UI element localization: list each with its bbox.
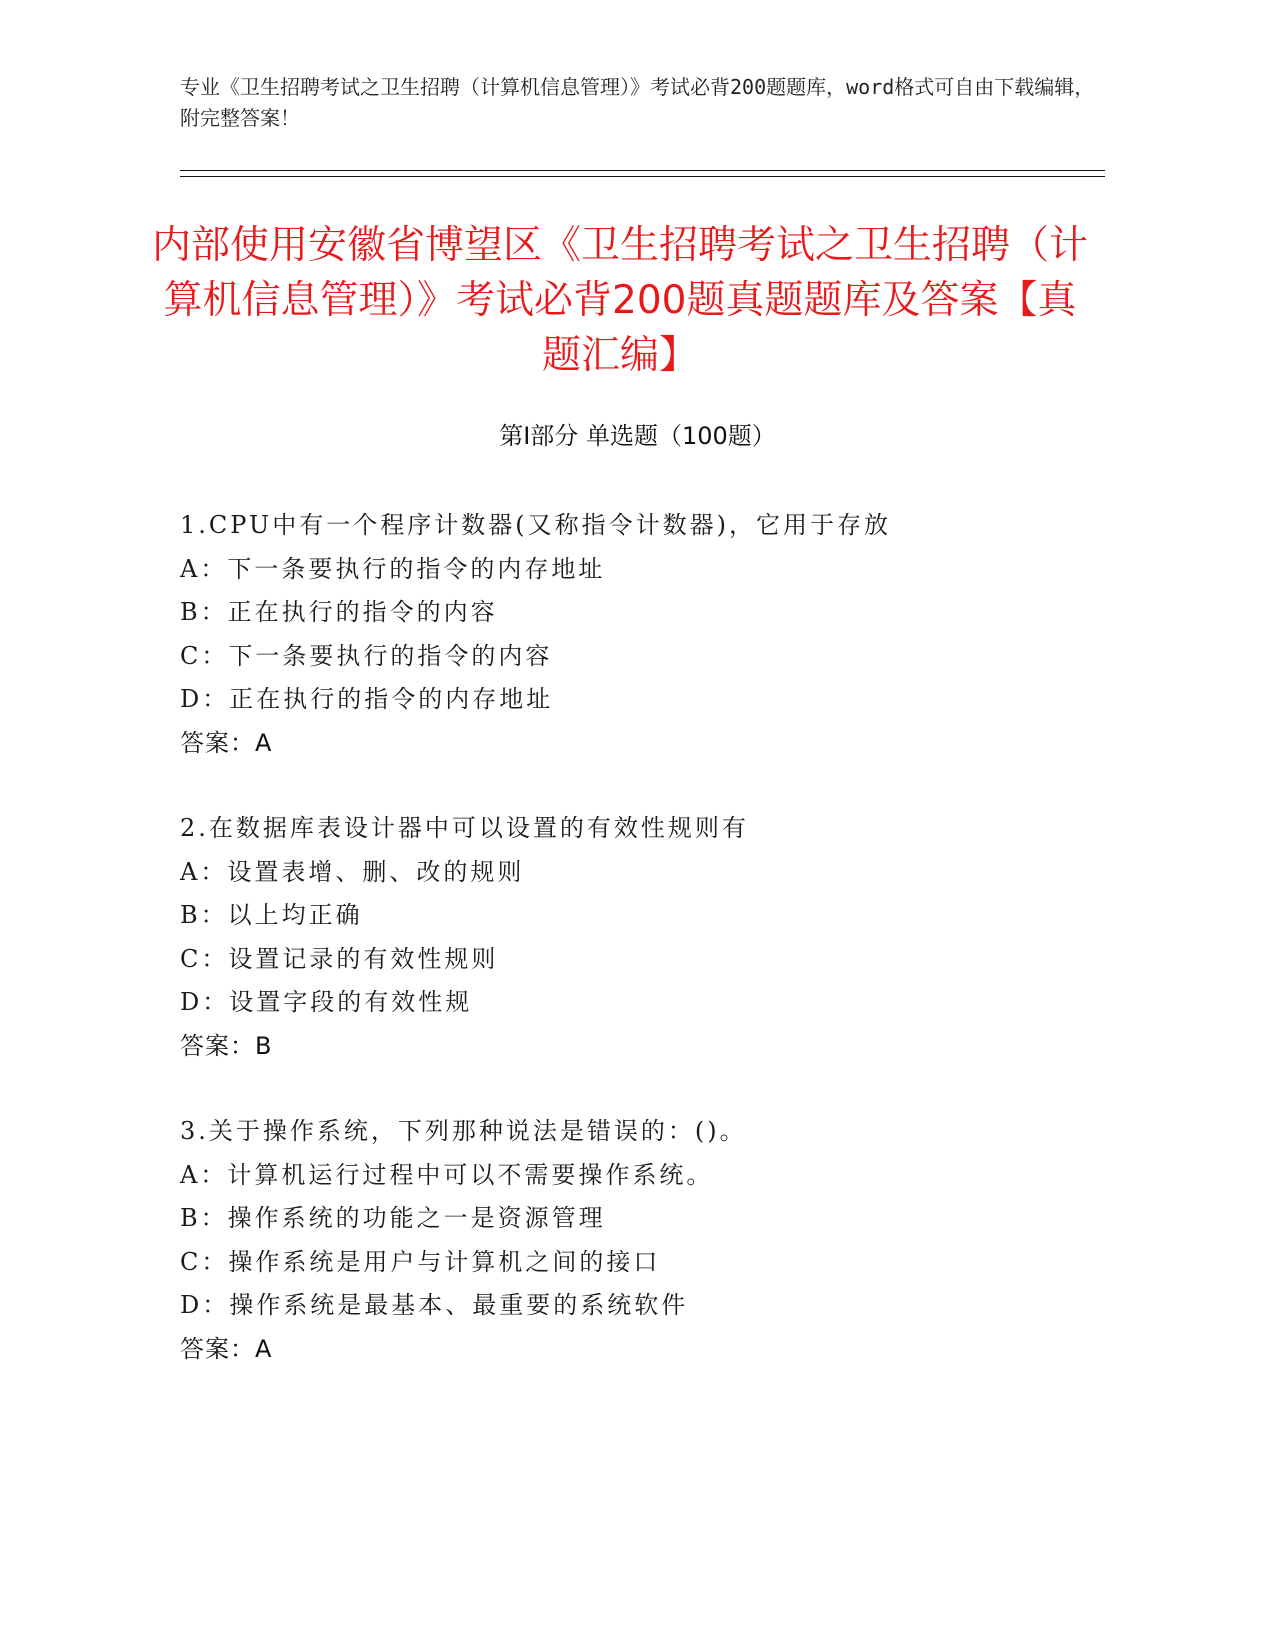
section-heading: 第Ⅰ部分 单选题（100题） <box>499 422 776 450</box>
document-title: 内部使用安徽省博望区《卫生招聘考试之卫生招聘（计算机信息管理）》考试必背200题真题题库及答案【真题汇编】 <box>151 223 1088 378</box>
question-item <box>180 1114 1100 1375</box>
option-b: B：正在执行的指令的内容 <box>180 598 498 626</box>
option-c: C：设置记录的有效性规则 <box>180 944 499 973</box>
option-d: D：设置字段的有效性规 <box>180 988 473 1016</box>
answer: 答案：A <box>180 1334 273 1363</box>
option-d: D：操作系统是最基本、最重要的系统软件 <box>180 1291 689 1319</box>
option-b: B：以上均正确 <box>180 901 363 929</box>
header-divider-top <box>180 170 1105 171</box>
option-b: B：操作系统的功能之一是资源管理 <box>180 1204 606 1232</box>
question-item <box>180 811 1100 1072</box>
question-stem: 2.在数据库表设计器中可以设置的有效性规则有 <box>180 814 749 842</box>
question-list <box>180 508 1100 1417</box>
header-divider-bottom <box>180 176 1105 177</box>
answer: 答案：B <box>180 1031 273 1060</box>
option-a: A：设置表增、删、改的规则 <box>180 857 525 886</box>
question-stem: 3.关于操作系统，下列那种说法是错误的：()。 <box>180 1117 747 1145</box>
option-c: C：操作系统是用户与计算机之间的接口 <box>180 1247 661 1276</box>
question-item <box>180 508 1100 769</box>
answer: 答案：A <box>180 728 273 757</box>
question-stem: 1.CPU中有一个程序计数器(又称指令计数器)，它用于存放 <box>180 511 891 539</box>
option-a: A：计算机运行过程中可以不需要操作系统。 <box>180 1160 714 1189</box>
option-a: A：下一条要执行的指令的内存地址 <box>180 554 606 583</box>
option-d: D：正在执行的指令的内存地址 <box>180 685 554 713</box>
option-c: C：下一条要执行的指令的内容 <box>180 641 553 670</box>
header-note: 专业《卫生招聘考试之卫生招聘（计算机信息管理）》考试必背200题题库，word格式可自由下载编辑，附完整答案！ <box>180 75 1095 130</box>
